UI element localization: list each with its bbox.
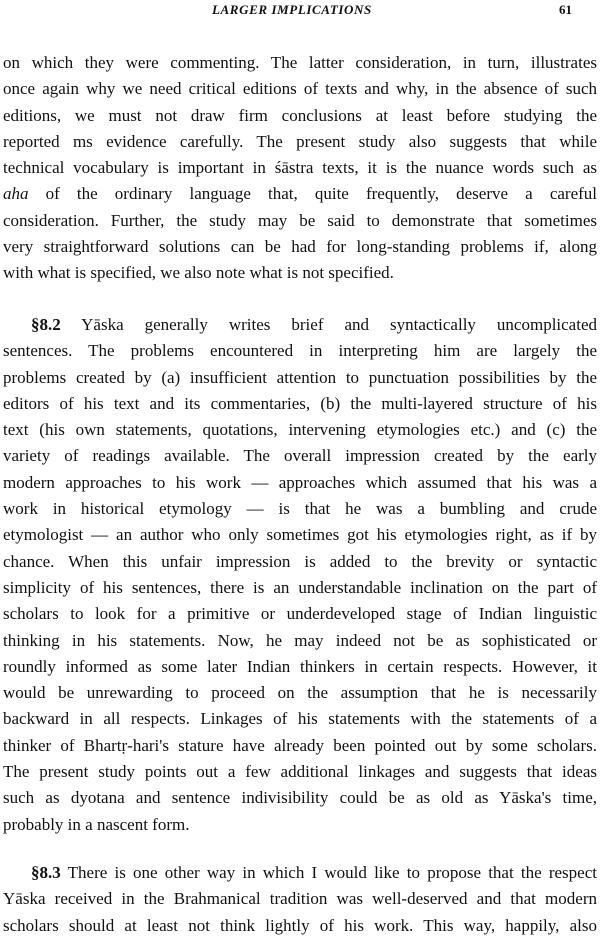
- text-line: [3, 312, 597, 338]
- text-line: variety of readings available. The overall impression created by the early: [3, 446, 597, 466]
- text-line: The present study points out a few additional linkages and suggests that ideas: [3, 762, 597, 782]
- section-8-3-paragraph: [3, 860, 597, 939]
- paragraph-continuation: [3, 50, 597, 287]
- text-line: Yāska received in the Brahmanical tradition was well-deserved and that modern: [3, 889, 597, 909]
- text-line: sentences. The problems encountered in interpreting him are largely the: [3, 341, 597, 361]
- text-line: would be unrewarding to proceed on the assumption that he is necessarily: [3, 683, 597, 703]
- text-line: text (his own statements, quotations, intervening etymologies etc.) and (c) the: [3, 420, 597, 440]
- text-line: simplicity of his sentences, there is an understandable inclination on the part of: [3, 577, 597, 597]
- text-line: scholars to look for a primitive or underdeveloped stage of Indian linguistic: [3, 604, 597, 624]
- text-line: on which they were commenting. The latter consideration, in turn, illustrates: [3, 53, 597, 72]
- text-line: chance. When this unfair impression is added to the brevity or syntactic: [3, 551, 597, 571]
- page-number: 61: [559, 2, 572, 17]
- text-line: etymologist — an author who only sometimes got his etymologies right, as if by: [3, 525, 597, 545]
- text-line: with what is specified, we also note what is not specified.: [3, 263, 394, 283]
- text-line: work in historical etymology — is that he was a bumbling and crude: [3, 499, 597, 519]
- text-line: editors of his text and its commentaries, (b) the multi-layered structure of his: [3, 393, 597, 413]
- text-line: scholars should at least not think lightly of his work. This way, happily, also: [3, 915, 597, 935]
- text-line: once again why we need critical editions of texts and why, in the absence of such: [3, 79, 597, 99]
- italic-term: aha: [3, 184, 29, 204]
- running-head: [0, 2, 600, 22]
- text-line: probably in a nascent form.: [3, 814, 190, 834]
- text-line: thinking in his statements. Now, he may indeed not be as sophisticated or: [3, 630, 597, 650]
- text-line: [3, 860, 597, 886]
- text-line: modern approaches to his work — approaches which assumed that his was a: [3, 472, 597, 492]
- text-line: roundly informed as some later Indian thinkers in certain respects. However, it: [3, 656, 597, 676]
- section-number: §8.3: [31, 863, 61, 882]
- text-line-rest: There is one other way in which I would like to propose that the respect: [67, 863, 597, 882]
- text-line-rest: of the ordinary language that, quite frequently, deserve a careful: [45, 184, 597, 204]
- section-number: §8.2: [31, 315, 61, 334]
- section-8-2-paragraph: [3, 312, 597, 838]
- text-line: very straightforward solutions can be had for long-standing problems if, along: [3, 237, 597, 257]
- text-line: editions, we must not draw firm conclusions at least before studying the: [3, 105, 597, 125]
- text-line: [3, 181, 597, 207]
- text-line: such as dyotana and sentence indivisibility could be as old as Yāska's time,: [3, 788, 597, 808]
- text-line-rest: Yāska generally writes brief and syntactically uncomplicated: [81, 315, 597, 334]
- text-line: problems created by (a) insufficient attention to punctuation possibilities by the: [3, 367, 597, 387]
- text-line: reported ms evidence carefully. The present study also suggests that while: [3, 131, 597, 151]
- text-line: technical vocabulary is important in śāstra texts, it is the nuance words such as: [3, 158, 597, 178]
- text-line: backward in all respects. Linkages of his statements with the statements of a: [3, 709, 597, 729]
- text-line: consideration. Further, the study may be said to demonstrate that sometimes: [3, 210, 597, 230]
- text-line: thinker of Bhartṛ-hari's stature have already been pointed out by some scholars.: [3, 735, 597, 755]
- chapter-title: LARGER IMPLICATIONS: [212, 2, 372, 17]
